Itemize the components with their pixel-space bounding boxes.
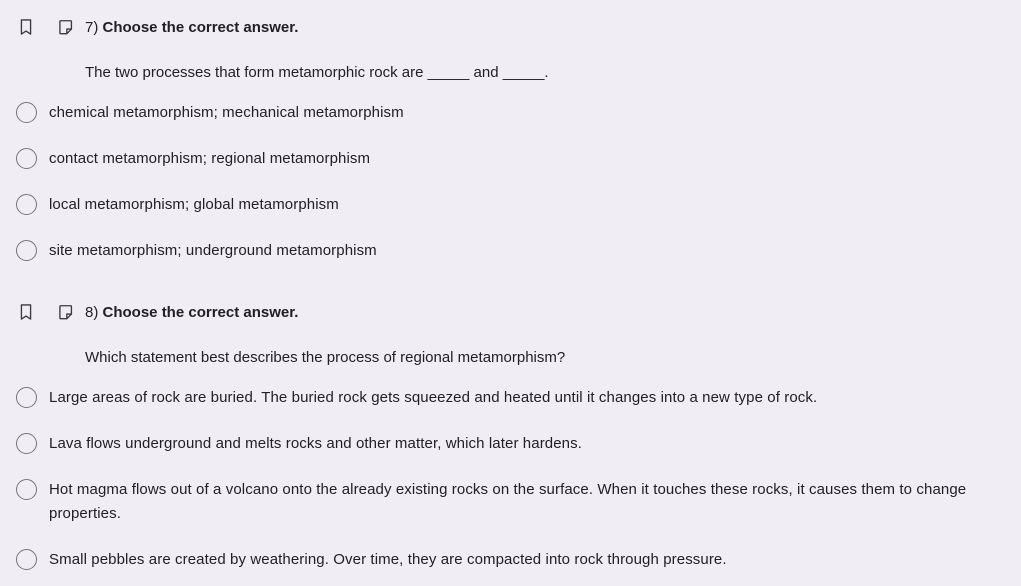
answer-option-row[interactable] [16, 548, 1005, 572]
option-label: local metamorphism; global metamorphism [49, 196, 339, 213]
note-icon [56, 302, 76, 325]
option-label: chemical metamorphism; mechanical metamorphism [49, 104, 404, 121]
answer-option-row[interactable] [16, 101, 1005, 125]
options-list [16, 386, 1005, 572]
radio-button-icon[interactable] [16, 387, 37, 408]
option-label: contact metamorphism; regional metamorphism [49, 150, 371, 167]
radio-button-icon[interactable] [16, 240, 37, 261]
answer-option-row[interactable] [16, 386, 1005, 410]
question-prompt: Choose the correct answer. [102, 19, 299, 36]
radio-button-icon[interactable] [16, 479, 37, 500]
answer-option-row[interactable] [16, 432, 1005, 456]
note-icon [56, 17, 76, 40]
bookmark-button[interactable] [16, 303, 36, 323]
option-label: Hot magma flows out of a volcano onto the already existing rocks on the surface. When it touches these rocks, it causes them to change properties. [49, 481, 967, 522]
answer-option-row[interactable] [16, 478, 1005, 526]
answer-option-row[interactable] [16, 193, 1005, 217]
radio-button-icon[interactable] [16, 549, 37, 570]
radio-button-icon[interactable] [16, 102, 37, 123]
radio-button-icon[interactable] [16, 433, 37, 454]
note-button[interactable] [56, 18, 76, 38]
radio-button-icon[interactable] [16, 194, 37, 215]
question-prompt: Choose the correct answer. [102, 304, 299, 321]
question-header [16, 18, 1005, 38]
option-label: Small pebbles are created by weathering. Over time, they are compacted into rock through pressure. [49, 551, 727, 568]
question-header [16, 303, 1005, 323]
question-title [85, 303, 298, 323]
question-number: 8) [85, 304, 99, 321]
question-title [85, 18, 298, 38]
question-block [16, 303, 1005, 572]
question-block [16, 18, 1005, 263]
bookmark-icon [16, 17, 36, 40]
bookmark-icon [16, 302, 36, 325]
bookmark-button[interactable] [16, 18, 36, 38]
note-button[interactable] [56, 303, 76, 323]
radio-button-icon[interactable] [16, 148, 37, 169]
question-text: The two processes that form metamorphic rock are _____ and _____. [85, 64, 549, 81]
question-number: 7) [85, 19, 99, 36]
answer-option-row[interactable] [16, 239, 1005, 263]
option-label: Large areas of rock are buried. The buried rock gets squeezed and heated until it changes into a new type of rock. [49, 389, 818, 406]
option-label: site metamorphism; underground metamorphism [49, 242, 377, 259]
answer-option-row[interactable] [16, 147, 1005, 171]
options-list [16, 101, 1005, 263]
option-label: Lava flows underground and melts rocks and other matter, which later hardens. [49, 435, 582, 452]
question-text: Which statement best describes the process of regional metamorphism? [85, 349, 566, 366]
